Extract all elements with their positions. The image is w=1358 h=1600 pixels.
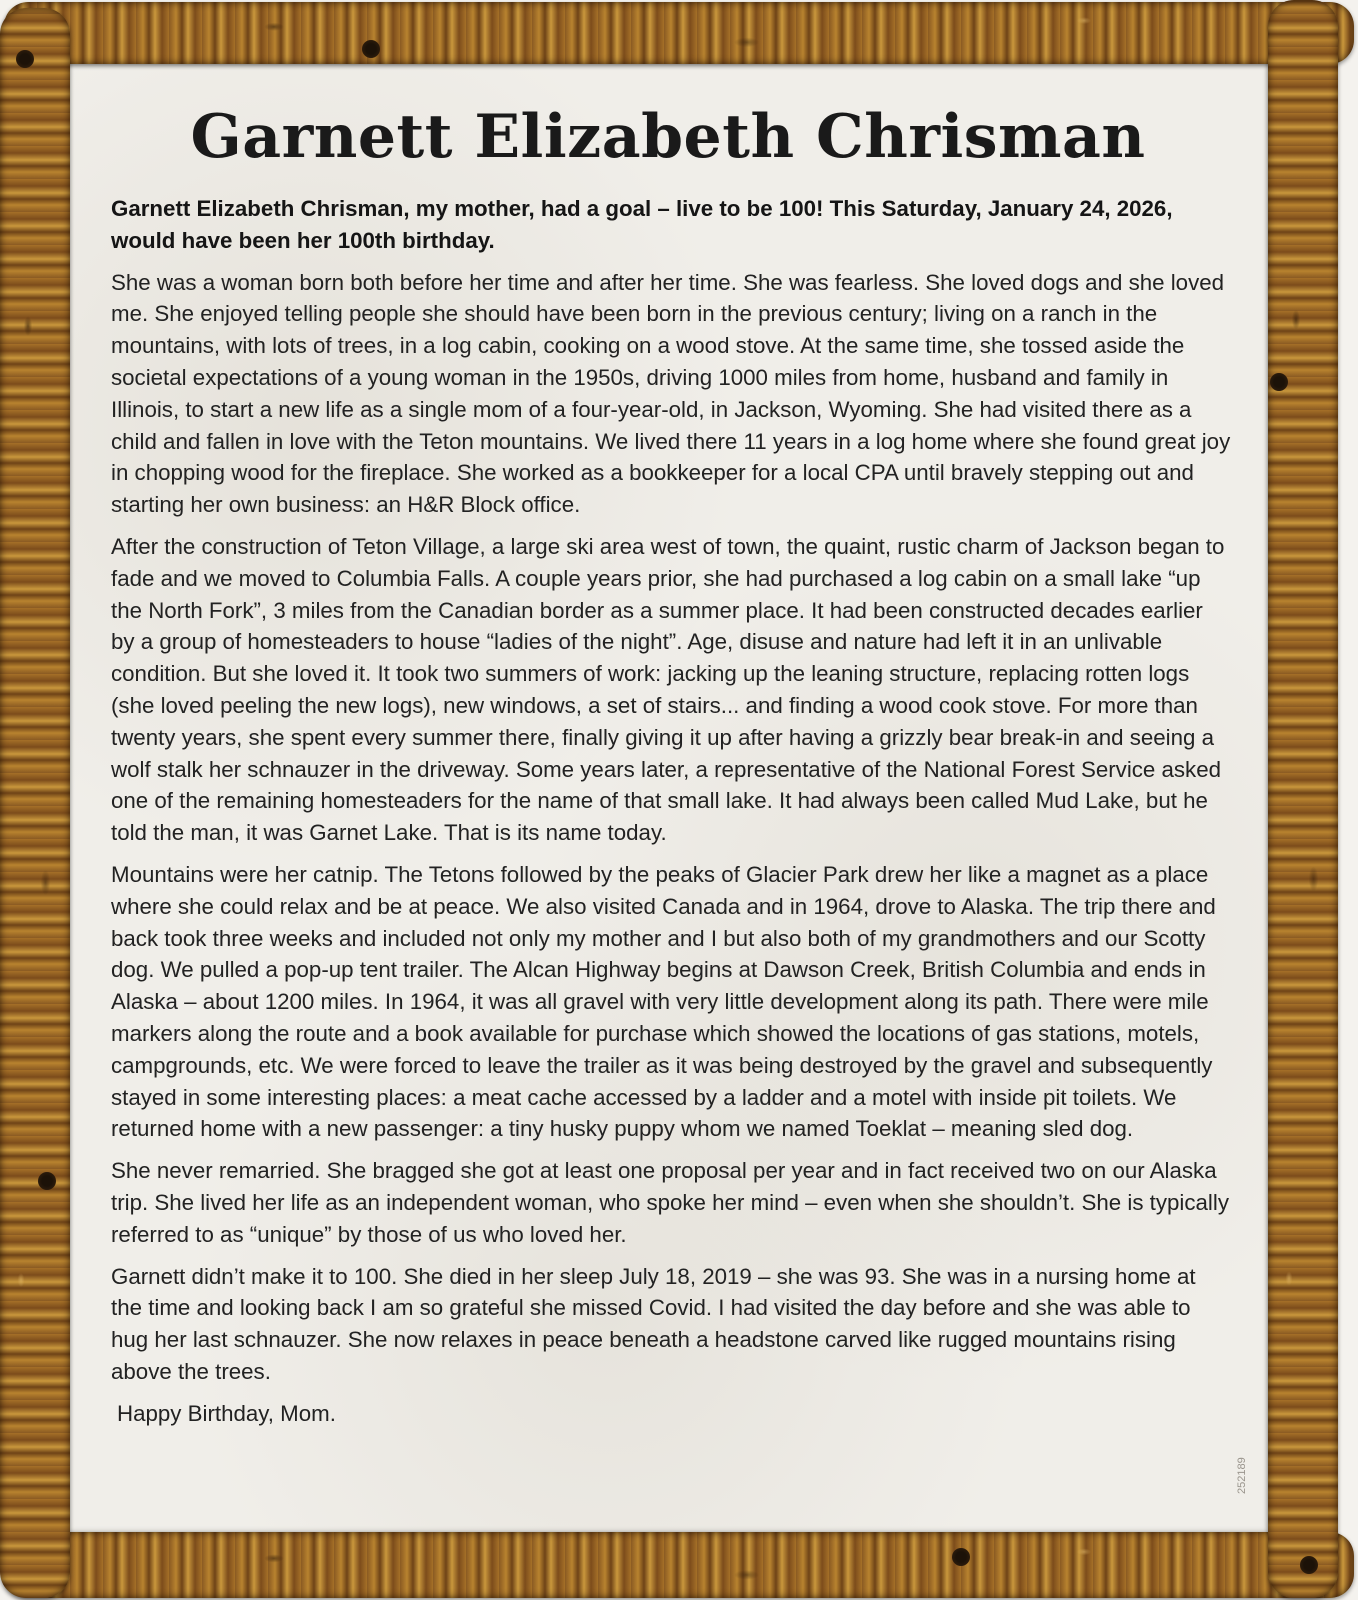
log-knot (362, 40, 380, 58)
notice-title: Garnett Elizabeth Chrisman (190, 102, 1146, 172)
log-knot (952, 1548, 970, 1566)
lead-paragraph: Garnett Elizabeth Chrisman, my mother, had a goal – live to be 100! This Saturday, January 24, 2026, would have been her 100th birthday. (111, 196, 1173, 253)
log-knot (16, 50, 34, 68)
paragraph-independent: She never remarried. She bragged she got at least one proposal per year and in fact received two on our Alaska trip. She lived her life as an independent woman, who spoke her mind – even when she shouldn’t. She is typically referred to as “unique” by those of us who loved her. (111, 1158, 1229, 1247)
paragraph-passing: Garnett didn’t make it to 100. She died in her sleep July 18, 2019 – she was 93. She was in a nursing home at the time and looking back I am so grateful she missed Covid. I had visited the day before and she was able to hug her last schnauzer. She now relaxes in peace beneath a headstone carved like rugged mountains rising above the trees. (111, 1263, 1196, 1384)
log-knot (1270, 373, 1288, 391)
paragraph-garnet-lake: After the construction of Teton Village, a large ski area west of town, the quaint, rustic charm of Jackson began to fade and we moved to Columbia Falls. A couple years prior, she had purchased a log cabin on a small lake “up the North Fork”, 3 miles from the Canadian border as a summer place. It had been constructed decades earlier by a group of homesteaders to house “ladies of the night”. Age, disuse and nature had left it in an unlivable condition. But she loved it. It took two summers of work: jacking up the leaning structure, replacing rotten logs (she loved peeling the new logs), new windows, a set of stairs... and finding a wood cook stove. For more than twenty years, she spent every summer there, finally giving it up after having a grizzly bear break-in and seeing a wolf stalk her schnauzer in the driveway. Some years later, a representative of the National Forest Service asked one of the remaining homesteaders for the name of that small lake. It had always been called Mud Lake, but he told the man, it was Garnet Lake. That is its name today. (111, 533, 1225, 846)
ad-number: 252189 (1236, 1457, 1248, 1494)
notice-body (111, 193, 1231, 1439)
paragraph-jackson: She was a woman born both before her time and after her time. She was fearless. She loved dogs and she loved me. She enjoyed telling people she should have been born in the previous century; living on a ranch in the mountains, with lots of trees, in a log cabin, cooking on a wood stove. At the same time, she tossed aside the societal expectations of a young woman in the 1950s, driving 1000 miles from home, husband and family in Illinois, to start a new life as a single mom of a four-year-old, in Jackson, Wyoming. She had visited there as a child and fallen in love with the Teton mountains. We lived there 11 years in a log home where she found great joy in chopping wood for the fireplace. She worked as a bookkeeper for a local CPA until bravely stepping out and starting her own business: an H&R Block office. (111, 269, 1231, 518)
log-frame-bottom (4, 1532, 1354, 1598)
signoff: Happy Birthday, Mom. (117, 1400, 336, 1426)
log-knot (1300, 1556, 1318, 1574)
log-frame-top (4, 2, 1354, 64)
log-frame-left (0, 8, 70, 1598)
log-knot (38, 1172, 56, 1190)
log-frame-right (1268, 0, 1338, 1598)
paragraph-alaska-trip: Mountains were her catnip. The Tetons followed by the peaks of Glacier Park drew her like a magnet as a place where she could relax and be at peace. We also visited Canada and in 1964, drove to Alaska. The trip there and back took three weeks and included not only my mother and I but also both of my grandmothers and our Scotty dog. We pulled a pop-up tent trailer. The Alcan Highway begins at Dawson Creek, British Columbia and ends in Alaska – about 1200 miles. In 1964, it was all gravel with very little development along its path. There were mile markers along the route and a book available for purchase which showed the locations of gas stations, motels, campgrounds, etc. We were forced to leave the trailer as it was being destroyed by the gravel and subsequently stayed in some interesting places: a meat cache accessed by a ladder and a motel with inside pit toilets. We returned home with a new passenger: a tiny husky puppy whom we named Toeklat – meaning sled dog. (111, 861, 1216, 1142)
